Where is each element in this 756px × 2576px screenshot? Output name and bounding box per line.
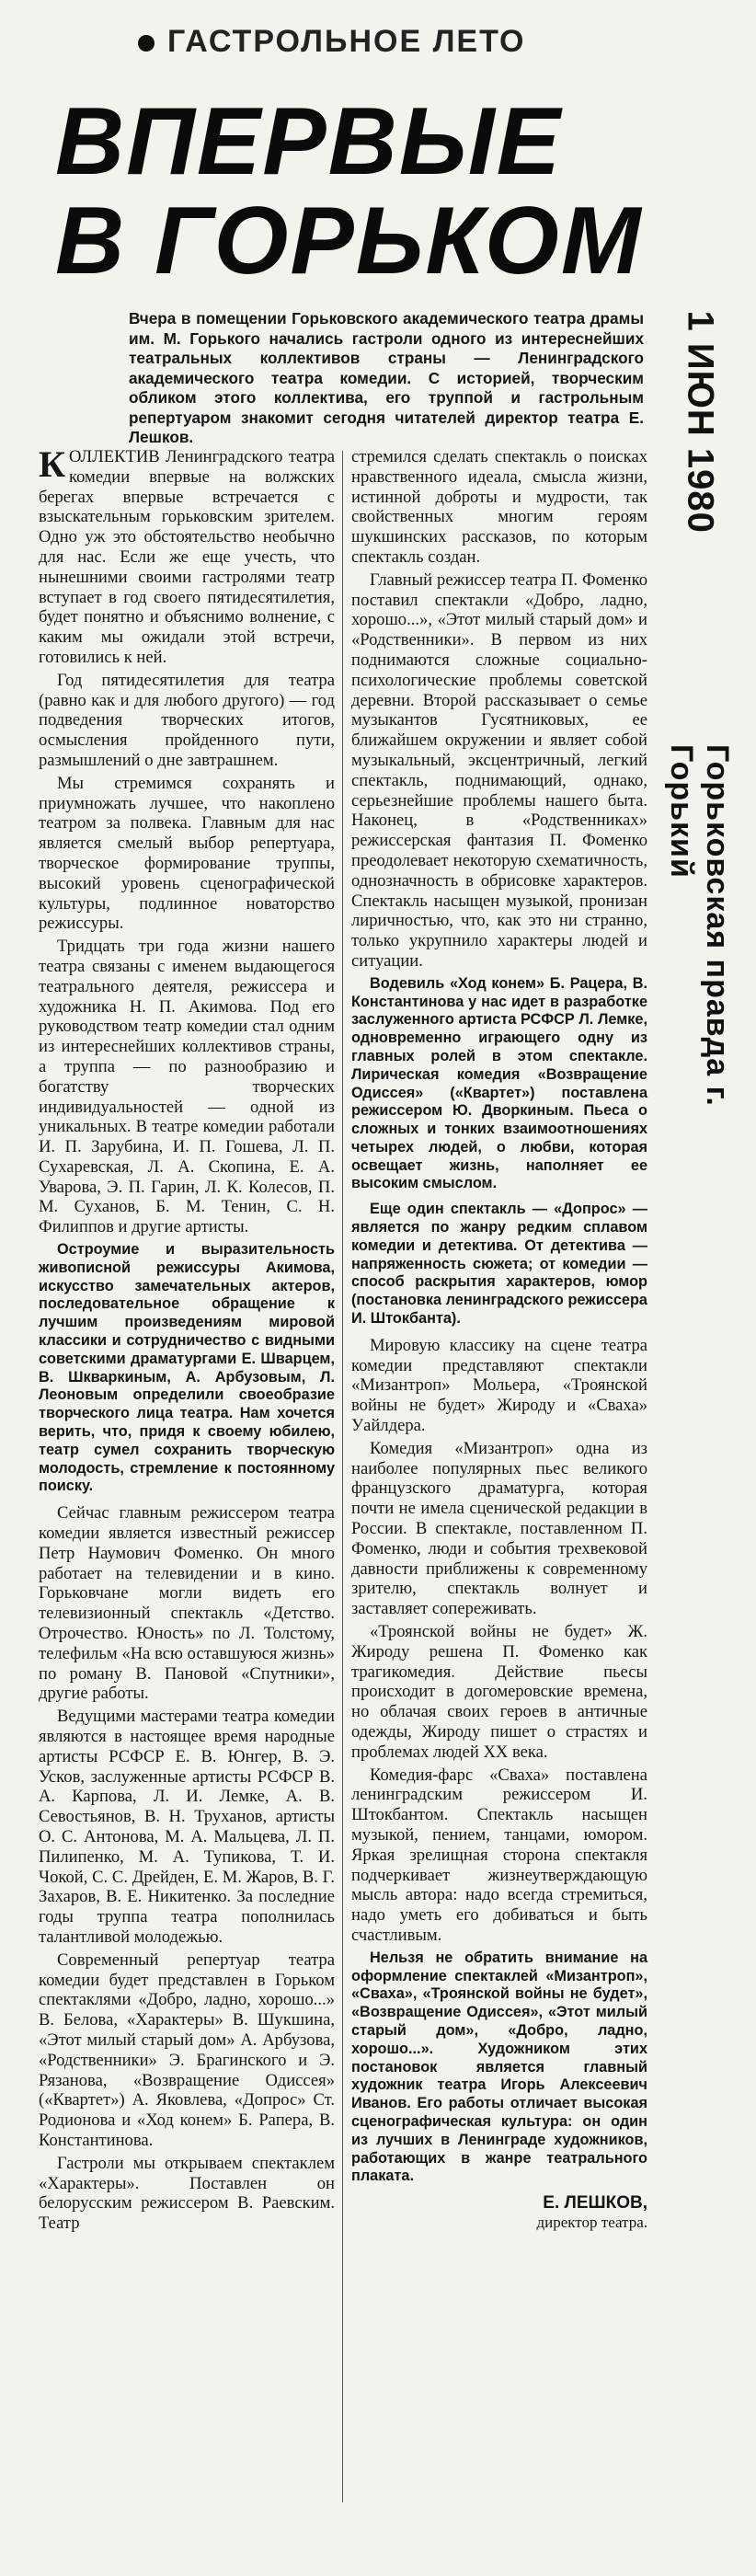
lead-paragraph: Вчера в помещении Горьковского академического театра драмы им. М. Горького начались гастроли одного из интереснейших театральных коллективов страны — Ленинградского академического театра комедии. С историей, творческим обликом этого коллектива, его труппой и гастрольным репертуаром знакомит сегодня читателей директор театра Е. Лешков. (129, 309, 644, 446)
newspaper-stamp (653, 727, 745, 1205)
paragraph: Главный режиссер театра П. Фоменко поставил спектакли «Добро, ладно, хорошо...», «Этот милый старый дом» и «Родственники». В первом из них поднимаются сложные социально-психологические проблемы советской деревни. Второй рассказывает о семье музыкантов Гусятниковых, ее ближайшем окружении и являет собой музыкальный, эксцентричный, легкий спектакль, поднимающий, однако, серьезнейшие проблемы нашего быта. Наконец, в «Родственниках» режиссерская фантазия П. Фоменко преодолевает некоторую схематичность, однозначность в обрисовке характеров. Спектакль насыщен музыкой, пронизан лиричностью, что, как это ни странно, только укрупнило характеры людей и ситуации. (351, 569, 647, 971)
dropcap: К (39, 443, 66, 485)
paragraph: Комедия «Мизантроп» одна из наиболее популярных пьес великого французского драматурга, которая почти не имела сценической редакции в России. В спектакле, поставленном П. Фоменко, люди и события трехвековой давности приближены к современному зрителю, спектакль волнует и заставляет сопереживать. (351, 1438, 647, 1619)
newspaper-stamp-text: Горьковская правда г. Горький (664, 744, 735, 1107)
paragraph: Мировую классику на сцене театра комедии представляют спектакли «Мизантроп» Мольера, «Троянской войны не будет» Жироду и «Сваха» Уайлдера. (351, 1335, 647, 1436)
paragraph: Комедия-фарс «Сваха» поставлена ленинградским режиссером И. Штокбантом. Спектакль насыщен музыкой, пением, танцами, юмором. Яркая зрелищная сторона спектакля подчеркивает жизнеутверждающую мысль автора: надо всегда стремиться, надо уметь его добиваться и быть счастливым. (351, 1765, 647, 1945)
article-column-2 (351, 447, 647, 2232)
author-signature: Е. ЛЕШКОВ, (543, 2193, 647, 2214)
date-stamp-text: 1 ИЮН 1980 (680, 310, 721, 534)
bold-paragraph: Еще один спектакль — «Допрос» — является по жанру редким сплавом комедии и детектива. От детектива — напряженность сюжета; от комедии — способ раскрытия характеров, юмор (постановка ленинградского режиссера И. Штокбанта). (351, 1201, 647, 1328)
bold-paragraph: Нельзя не обратить внимание на оформление спектаклей «Мизантроп», «Сваха», «Троянской войны не будет», «Возвращение Одиссея», «Этот милый старый дом», «Добро, ладно, хорошо...». Художником этих постановок является главный художник театра Игорь Алексеевич Иванов. Его работы отличает высокая сценографическая культура: он один из лучших в Ленинграде художников, работающих в жанре театрального плаката. (351, 1949, 647, 2185)
bold-paragraph: Остроумие и выразительность живописной режиссуры Акимова, искусство замечательных актеров, последовательное обращение к лучшим произведениям мировой классики и сотрудничество с видными советскими драматургами Е. Шварцем, В. Шкваркиным, А. Арбузовым, Л. Леоновым определили своеобразие творческого лица театра. Нам хочется верить, что, придя к своему юбилею, театр сумел сохранить творческую молодость, стремление к постоянному поиску. (39, 1241, 335, 1495)
paragraph: Сейчас главным режиссером театра комедии является известный режиссер Петр Наумович Фоменко. Он много работает на телевидении и в кино. Горьковчане могли видеть его телевизионный спектакль «Детство. Отрочество. Юность» по Л. Толстому, телефильм «На всю оставшуюся жизнь» по роману В. Пановой «Спутники», другие работы. (39, 1503, 335, 1704)
paragraph: Мы стремимся сохранять и приумножать лучшее, что накоплено театром за полвека. Главным для нас является смелый выбор репертуара, творческое формирование труппы, высокий уровень сценографической культуры, подлинное новаторство режиссуры. (39, 773, 335, 934)
paragraph: «Троянской войны не будет» Ж. Жироду решена П. Фоменко как трагикомедия. Действие пьесы происходит в догомеровские времена, но облачая своих героев в античные одежды, Жироду пишет о страстях и проблемах людей XX века. (351, 1622, 647, 1762)
paragraph: стремился сделать спектакль о поисках нравственного идеала, смысла жизни, истинной доброты и мудрости, так свойственных многим героям шукшинских рассказов, по которым спектакль создан. (351, 447, 647, 567)
author-role: директор театра. (536, 2214, 647, 2232)
article-column-1 (39, 443, 335, 2237)
section-rubric: ГАСТРОЛЬНОЕ ЛЕТО (138, 24, 525, 60)
headline-line-2: В ГОРЬКОМ (55, 188, 643, 294)
paragraph: Год пятидесятилетия для театра (равно как и для любого другого) — год подведения творческих итогов, осмысления пройденного пути, размышлений о дне завтрашнем. (39, 670, 335, 770)
paragraph: Тридцать три года жизни нашего театра связаны с именем выдающегося театрального деятеля, режиссера и художника Н. П. Акимова. Под его руководством театр комедии стал одним из интереснейших коллективов страны, а труппа — по разнообразию и богатству творческих индивидуальностей — одной из уникальных. В театре комедии работали И. П. Зарубина, И. П. Гошева, Л. П. Сухаревская, Л. А. Скопина, Е. А. Уварова, Э. П. Гарин, Л. К. Колесов, П. М. Суханов, Б. М. Тенин, С. Н. Филиппов и другие артисты. (39, 937, 335, 1237)
headline-line-1: ВПЕРВЫЕ (55, 88, 563, 195)
paragraph: КОЛЛЕКТИВ Ленинградского театра комедии впервые на волжских берегах впервые встречается с взыскательным горьковским зрителем. Одно уж это обстоятельство необычно для нас. Если же еще учесть, что нынешними своими гастролями театр вступает в год своего пятидесятилетия, будет понятно и объяснимо волнение, с каким мы ожидали этой встречи, готовились к ней. (39, 443, 335, 667)
date-stamp (649, 304, 750, 699)
paragraph: Современный репертуар театра комедии будет представлен в Горьком спектаклями «Добро, ладно, хорошо...» В. Белова, «Характеры» В. Шукшина, «Этот милый старый дом» А. Арбузова, «Родственники» Э. Брагинского и Э. Рязанова, «Возвращение Одиссея» («Квартет») А. Яковлева, «Допрос» Ст. Родионова и «Ход конем» Б. Рапера, В. Константинова. (39, 1949, 335, 2150)
headline (55, 88, 643, 294)
column-divider (342, 451, 343, 2502)
paragraph: Гастроли мы открываем спектаклем «Характеры». Поставлен он белорусским режиссером В. Раевским. Театр (39, 2153, 335, 2234)
bold-paragraph: Водевиль «Ход конем» Б. Рацера, В. Константинова у нас идет в разработке заслуженного артиста РСФСР Л. Лемке, одновременно играющего одну из главных ролей в этом спектакле. Лирическая комедия «Возвращение Одиссея» («Квартет») поставлена режиссером Ю. Дворкиным. Пьеса о сложных и тонких взаимоотношениях четырех людей, о любви, которая освещает жизнь, наполняет ее высоким смыслом. (351, 974, 647, 1192)
bullet-icon (138, 35, 155, 52)
paragraph: Ведущими мастерами театра комедии являются в настоящее время народные артисты РСФСР Е. В. Юнгер, В. Э. Усков, заслуженные артисты РСФСР В. А. Карпова, Л. И. Лемке, А. В. Севостьянов, В. Н. Труханов, артисты О. С. Антонова, М. А. Мальцева, Л. П. Пилипенко, М. А. Тупикова, Т. И. Чокой, С. С. Дрейден, Е. М. Жаров, В. Г. Захаров, В. Е. Никитенко. За последние годы труппа театра пополнилась талантливой молодежью. (39, 1707, 335, 1947)
